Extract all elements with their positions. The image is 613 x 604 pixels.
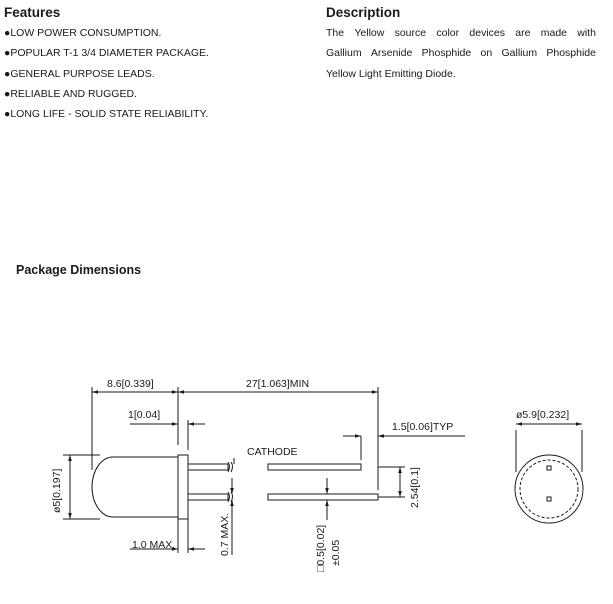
feature-item-2: ●POPULAR T-1 3/4 DIAMETER PACKAGE. (4, 47, 209, 60)
dim-lead-tolerance-label: ±0.05 (330, 539, 342, 566)
led-flange (178, 455, 188, 519)
lead-lower (188, 494, 228, 500)
description-word: Arsenide (370, 47, 413, 60)
dim-lead-length-label: 27[1.063]MIN (246, 378, 310, 390)
dim-body-diameter-label: ø5[0.197] (51, 468, 63, 513)
description-word: devices (469, 27, 506, 39)
description-word: with (577, 27, 596, 39)
dim-body-length-label: 8.6[0.339] (107, 378, 154, 390)
description-line-3: Yellow Light Emitting Diode. (326, 67, 456, 80)
description-word: Yellow (354, 27, 385, 39)
feature-item-3: ●GENERAL PURPOSE LEADS. (4, 67, 155, 80)
dim-lead-spacing-label: 2.54[0.1] (409, 467, 421, 508)
feature-item-5: ●LONG LIFE - SOLID STATE RELIABILITY. (4, 108, 209, 121)
dim-lead-square-label: □0.5[0.02] (315, 524, 327, 572)
dim-flange-max-label: 1.0 MAX. (132, 539, 176, 551)
lead-upper-end (268, 464, 361, 470)
feature-item-4: ●RELIABLE AND RUGGED. (4, 87, 137, 100)
description-word: made (540, 27, 567, 39)
description-word: on (480, 47, 493, 60)
dim-flange-label: 1[0.04] (128, 409, 161, 421)
lens-outline-view (515, 455, 583, 523)
lead-lower-end (268, 494, 378, 500)
description-word: Phosphide (546, 47, 596, 60)
description-word: The (326, 27, 345, 39)
description-word: source (394, 27, 427, 39)
dim-lens-diameter-label: ø5.9[0.232] (516, 409, 570, 421)
feature-item-1: ●LOW POWER CONSUMPTION. (4, 27, 162, 39)
description-word: Gallium (326, 47, 362, 60)
description-word: Phosphide (421, 47, 472, 60)
package-dimensions-heading: Package Dimensions (16, 263, 142, 277)
features-heading: Features (4, 5, 61, 20)
description-word: are (515, 27, 531, 39)
description-heading: Description (326, 5, 401, 20)
description-word: Gallium (501, 47, 538, 60)
description-word: color (436, 27, 460, 39)
lead-upper (188, 464, 228, 470)
cathode-label: CATHODE (247, 446, 298, 458)
led-body-outline (92, 457, 178, 517)
dim-lead-offset-label: 1.5[0.06]TYP (392, 421, 454, 433)
dim-resin-max-label: 0.7 MAX. (219, 512, 231, 556)
